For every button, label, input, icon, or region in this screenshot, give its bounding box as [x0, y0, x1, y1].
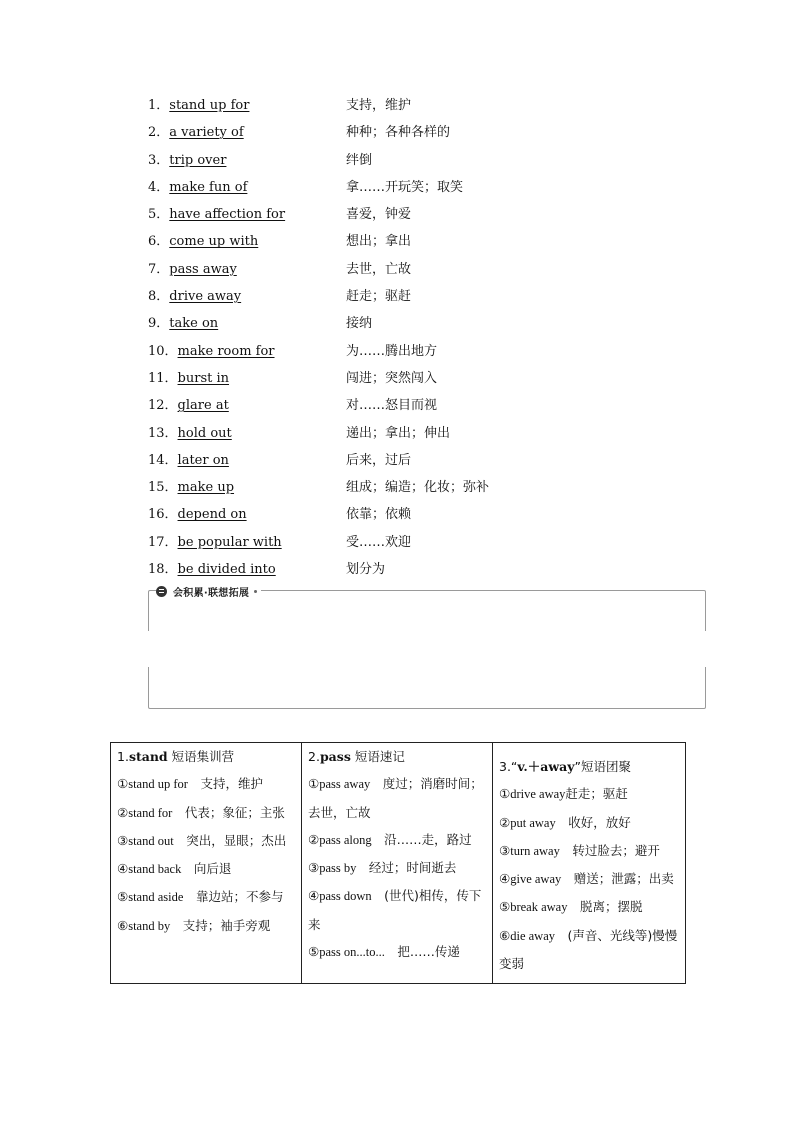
- dot-icon: [254, 590, 257, 593]
- phrase-number: 9．: [148, 316, 170, 332]
- phrase-meaning: 为……腾出地方: [346, 343, 438, 359]
- phrase-term: burst in: [177, 370, 230, 386]
- phrase-number: 7．: [148, 261, 170, 277]
- phrase-number: 8．: [148, 289, 170, 305]
- phrase-row: [148, 174, 748, 201]
- phrase-meaning: 去世，亡故: [346, 261, 412, 277]
- phrase-row: [148, 529, 748, 556]
- list-item: ⑤stand aside 靠边站；不参与: [117, 889, 284, 905]
- list-item: ④pass down (世代)相传，传下来: [308, 888, 482, 932]
- phrase-number: 14．: [148, 452, 178, 468]
- away-phrases-cell: [493, 743, 686, 984]
- phrase-term: have affection for: [169, 207, 286, 223]
- phrase-term: make fun of: [169, 179, 248, 195]
- phrase-term: stand up for: [169, 98, 250, 113]
- phrase-term: a variety of: [169, 125, 244, 141]
- phrase-row: [148, 501, 748, 528]
- phrase-row: [148, 310, 748, 337]
- phrase-meaning: 想出；拿出: [346, 234, 412, 250]
- phrase-summary-table: [110, 742, 686, 984]
- list-item: ①drive away赶走；驱赶: [499, 786, 628, 802]
- phrase-term: later on: [177, 452, 229, 468]
- phrase-term: take on: [169, 316, 219, 332]
- phrase-number: 12．: [148, 398, 178, 414]
- phrase-number: 6．: [148, 234, 170, 250]
- phrase-row: [148, 147, 748, 174]
- phrase-meaning: 组成；编造；化妆；弥补: [346, 480, 490, 496]
- phrase-row: [148, 556, 748, 583]
- list-item: ⑤pass on...to... 把……传递: [308, 944, 460, 960]
- pass-phrases-cell: [302, 743, 493, 984]
- phrase-row: [148, 256, 748, 283]
- list-item: ④give away 赠送；泄露；出卖: [499, 871, 674, 887]
- phrase-term: be popular with: [177, 534, 282, 550]
- phrase-term: glare at: [177, 398, 229, 414]
- phrase-meaning: 递出；拿出；伸出: [346, 425, 451, 441]
- phrase-meaning: 受……欢迎: [346, 534, 412, 550]
- phrase-number: 10．: [148, 343, 178, 359]
- list-item: ①stand up for 支持，维护: [117, 776, 263, 792]
- phrase-number: 2．: [148, 125, 170, 141]
- list-item: ④stand back 向后退: [117, 861, 232, 877]
- phrase-term: drive away: [169, 289, 242, 305]
- phrase-term: pass away: [169, 261, 237, 277]
- list-item: ⑤break away 脱离；摆脱: [499, 899, 643, 915]
- phrase-term: trip over: [169, 152, 227, 168]
- phrase-term: make up: [177, 480, 235, 496]
- phrase-number: 16．: [148, 507, 178, 523]
- list-item: ⑥stand by 支持；袖手旁观: [117, 917, 271, 933]
- phrase-meaning: 支持，维护: [346, 98, 412, 113]
- list-item: ⑥die away (声音、光线等)慢慢变弱: [499, 927, 678, 972]
- notes-icon: [156, 586, 167, 597]
- phrase-meaning: 划分为: [346, 562, 386, 578]
- phrase-term: come up with: [169, 234, 259, 250]
- phrase-row: [148, 365, 748, 392]
- phrase-row: [148, 92, 748, 119]
- phrase-number: 1．: [148, 98, 170, 113]
- phrase-row: [148, 447, 748, 474]
- phrase-meaning: 闯进；突然闯入: [346, 370, 438, 386]
- column-heading: 2.pass 短语速记: [308, 749, 405, 764]
- list-item: ③pass by 经过；时间逝去: [308, 860, 457, 876]
- list-item: ③stand out 突出，显眼；杰出: [117, 832, 287, 848]
- phrase-number: 3．: [148, 152, 170, 168]
- phrase-meaning: 赶走；驱赶: [346, 289, 412, 305]
- phrase-term: make room for: [177, 343, 275, 359]
- phrase-meaning: 绊倒: [346, 152, 373, 168]
- table-row: [111, 743, 686, 984]
- phrase-term: depend on: [177, 507, 247, 523]
- phrase-number: 15．: [148, 480, 178, 496]
- phrase-number: 11．: [148, 370, 178, 386]
- phrase-term: hold out: [177, 425, 232, 441]
- phrase-number: 13．: [148, 425, 178, 441]
- phrase-term: be divided into: [177, 562, 276, 578]
- phrase-meaning: 后来，过后: [346, 452, 412, 468]
- column-heading: 3.“v.＋away”短语团聚: [499, 759, 631, 774]
- expand-box-title: 会积累·联想拓展: [173, 587, 250, 599]
- phrase-number: 4．: [148, 179, 170, 195]
- phrase-row: [148, 119, 748, 146]
- column-heading: 1.stand 短语集训营: [117, 749, 235, 764]
- phrase-number: 17．: [148, 534, 178, 550]
- phrase-meaning: 依靠；依赖: [346, 507, 412, 523]
- list-item: ①pass away 度过；消磨时间；去世，亡故: [308, 776, 483, 820]
- phrase-meaning: 拿……开玩笑；取笑: [346, 179, 464, 195]
- phrase-meaning: 种种；各种各样的: [346, 125, 451, 141]
- list-item: ②pass along 沿……走，路过: [308, 831, 472, 847]
- expand-box-header: [156, 584, 261, 598]
- phrase-row: [148, 392, 748, 419]
- phrase-row: [148, 338, 748, 365]
- phrase-row: [148, 228, 748, 255]
- phrase-meaning: 对……怒目而视: [346, 398, 438, 414]
- phrase-row: [148, 420, 748, 447]
- phrase-row: [148, 201, 748, 228]
- phrase-number: 18．: [148, 562, 178, 578]
- list-item: ②put away 收好，放好: [499, 814, 631, 830]
- phrase-row: [148, 283, 748, 310]
- phrase-meaning: 接纳: [346, 316, 373, 332]
- stand-phrases-cell: [111, 743, 302, 984]
- expand-box: [148, 590, 706, 709]
- list-item: ③turn away 转过脸去；避开: [499, 842, 660, 858]
- phrase-number: 5．: [148, 207, 170, 223]
- list-item: ②stand for 代表；象征；主张: [117, 804, 285, 820]
- phrase-meaning: 喜爱，钟爱: [346, 207, 412, 223]
- phrase-row: [148, 474, 748, 501]
- phrase-list: [148, 92, 748, 583]
